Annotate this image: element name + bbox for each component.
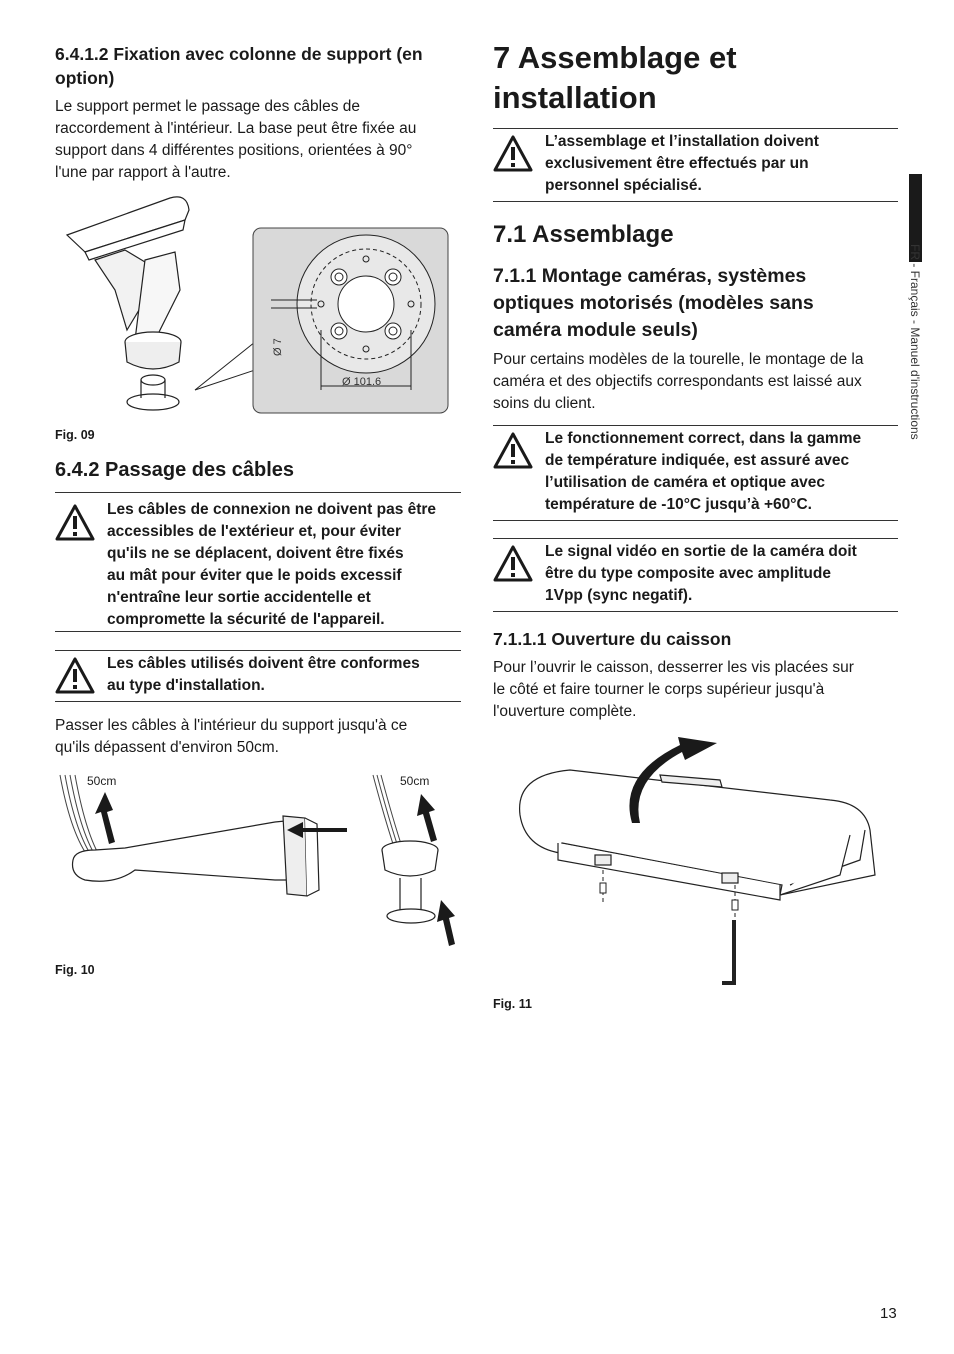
warning-text [545, 428, 861, 516]
chapter-7-heading [493, 38, 903, 118]
warning-text [545, 131, 819, 197]
warning-line: compromette la sécurité de l'appareil. [107, 611, 385, 628]
fig09-caption: Fig. 09 [55, 428, 95, 442]
heading-line: 7.1.1 Montage caméras, systèmes [493, 265, 807, 287]
warning-line: au type d'installation. [107, 677, 265, 694]
heading-line: optiques motorisés (modèles sans [493, 292, 814, 314]
arrow-up-icon [437, 900, 455, 946]
warning-line: qu'ils ne se déplacent, doivent être fixés [107, 545, 404, 562]
warning-triangle-icon [493, 431, 533, 471]
warning-line: Le fonctionnement correct, dans la gamme [545, 430, 862, 447]
paragraph-line: l'une par rapport à l'autre. [55, 164, 231, 181]
arrow-up-icon [95, 792, 115, 844]
warning-line: L’assemblage et l’installation doivent [545, 133, 819, 150]
fig09-hole-dimension: Ø 7 [272, 338, 284, 356]
warning-line: personnel spécialisé. [545, 177, 702, 194]
language-tab-label: FR - Français - Manuel d'instructions [908, 244, 922, 440]
heading-line: caméra module seuls) [493, 319, 698, 341]
warning-line: Les câbles utilisés doivent être conformes [107, 655, 420, 672]
section-7-1-1-1-heading: 7.1.1.1 Ouverture du caisson [493, 629, 732, 649]
pole-base-drawing [382, 841, 438, 923]
section-6-4-2-heading: 6.4.2 Passage des câbles [55, 459, 295, 481]
heading-line: 7 Assemblage et [493, 40, 737, 75]
warning-text [107, 653, 420, 697]
section-7-1-heading: 7.1 Assemblage [493, 221, 674, 248]
paragraph-line: Le support permet le passage des câbles de [55, 98, 361, 115]
warning-text [545, 541, 857, 607]
warning-line: au mât pour éviter que le poids excessif [107, 567, 402, 584]
section-7-1-1-heading [493, 263, 903, 344]
paragraph-line: raccordement à l'intérieur. La base peut être fixée au [55, 120, 417, 137]
fig09-illustration [55, 190, 455, 420]
paragraph-line: Passer les câbles à l'intérieur du support jusqu'à ce [55, 717, 408, 734]
warning-triangle-icon [493, 544, 533, 584]
paragraph-line: soins du client. [493, 395, 596, 412]
warning-line: n'entraîne leur sortie accidentelle et [107, 589, 371, 606]
paragraph-line: Pour certains modèles de la tourelle, le montage de la [493, 351, 864, 368]
section-7-1-1-body [493, 349, 903, 415]
warning-triangle-icon [55, 656, 95, 696]
fig11-caption: Fig. 11 [493, 997, 532, 1011]
warning-triangle-icon [55, 503, 95, 543]
warning-box-cables-type [55, 650, 461, 702]
section-6-4-1-2-body [55, 96, 470, 184]
fig10-caption: Fig. 10 [55, 963, 95, 977]
paragraph-line: caméra et des objectifs correspondants est laissé aux [493, 373, 862, 390]
paragraph-line: l'ouverture complète. [493, 703, 637, 720]
arrow-up-icon [417, 794, 437, 842]
page-number: 13 [880, 1305, 897, 1322]
warning-text [107, 499, 436, 631]
warning-triangle-icon [493, 134, 533, 174]
warning-line: de température indiquée, est assuré avec [545, 452, 850, 469]
paragraph-line: qu'ils dépassent d'environ 50cm. [55, 739, 279, 756]
warning-line: accessibles de l'extérieur et, pour éviter [107, 523, 402, 540]
camera-housing-drawing [520, 770, 875, 900]
paragraph-line: Pour l’ouvrir le caisson, desserrer les vis placées sur [493, 659, 854, 676]
warning-box-video-signal [493, 538, 898, 612]
paragraph-line: support dans 4 différentes positions, orientées à 90° [55, 142, 413, 159]
warning-line: température de -10°C jusqu’à +60°C. [545, 496, 812, 513]
fig11-illustration [510, 735, 890, 990]
warning-line: 1Vpp (sync negatif). [545, 587, 693, 604]
warning-line: Le signal vidéo en sortie de la caméra doit [545, 543, 857, 560]
warning-box-cables-fixing [55, 492, 461, 632]
warning-line: l’utilisation de caméra et optique avec [545, 474, 825, 491]
fig10-length-label: 50cm [87, 774, 117, 788]
heading-line: installation [493, 80, 657, 115]
camera-housing-drawing [67, 197, 189, 410]
fig09-circle-dimension: Ø 101.6 [342, 376, 382, 388]
cables-body [55, 715, 470, 759]
section-7-1-1-1-body [493, 657, 903, 723]
heading-line: 6.4.1.2 Fixation avec colonne de support (en [55, 44, 423, 64]
warning-box-temperature [493, 425, 898, 521]
warning-line: Les câbles de connexion ne doivent pas être [107, 501, 437, 518]
warning-line: être du type composite avec amplitude [545, 565, 831, 582]
warning-line: exclusivement être effectués par un [545, 155, 809, 172]
allen-key-drawing [722, 920, 734, 983]
fig10-length-label: 50cm [400, 774, 430, 788]
fig10-illustration [55, 770, 465, 950]
paragraph-line: le côté et faire tourner le corps supérieur jusqu'à [493, 681, 825, 698]
heading-line: option) [55, 68, 115, 88]
warning-box-qualified-personnel [493, 128, 898, 202]
section-6-4-1-2-heading [55, 42, 470, 90]
